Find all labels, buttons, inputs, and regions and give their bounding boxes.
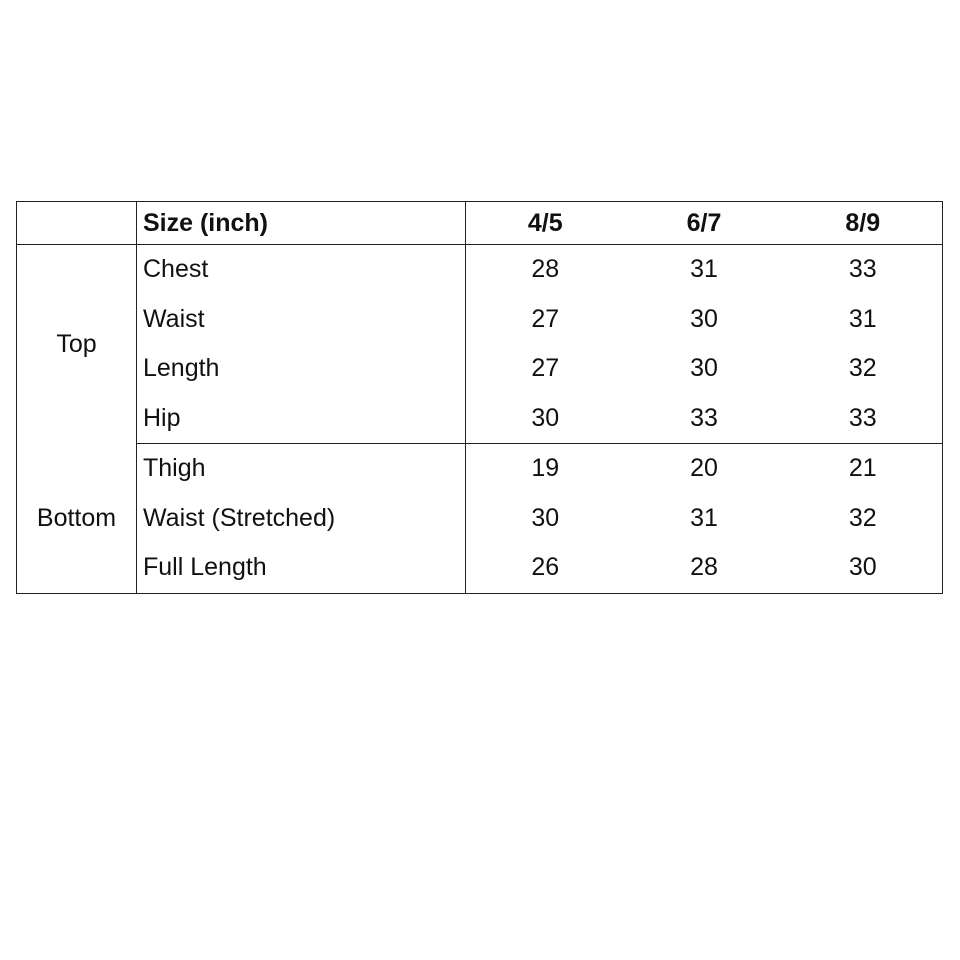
row-value: 30 bbox=[466, 394, 625, 444]
header-size-4-5: 4/5 bbox=[466, 202, 625, 245]
row-value: 31 bbox=[848, 304, 877, 333]
row-value: 32 bbox=[848, 354, 877, 382]
row-value: 32 bbox=[848, 503, 877, 532]
row-value: 28 bbox=[466, 245, 625, 295]
row-value: 26 bbox=[466, 543, 625, 593]
row-value: 30 bbox=[690, 304, 718, 333]
row-label: Waist (Stretched) bbox=[137, 494, 466, 544]
row-value: 30 bbox=[466, 494, 625, 544]
row-value: 28 bbox=[690, 553, 718, 581]
row-value: 21 bbox=[848, 454, 877, 482]
row-value: 27 bbox=[466, 344, 625, 394]
table-row bbox=[17, 543, 943, 593]
row-value: 19 bbox=[466, 444, 625, 494]
header-size-6-7: 6/7 bbox=[625, 202, 784, 245]
header-row bbox=[17, 202, 943, 245]
group-label-bottom: Bottom bbox=[36, 504, 117, 532]
table-row bbox=[17, 344, 943, 394]
table-row bbox=[17, 245, 943, 295]
row-value: 20 bbox=[690, 454, 718, 482]
row-label: Hip bbox=[137, 394, 466, 444]
row-label: Thigh bbox=[137, 444, 466, 494]
table-row bbox=[17, 494, 943, 544]
row-value: 27 bbox=[466, 295, 625, 345]
row-value: 33 bbox=[784, 394, 943, 444]
row-label: Length bbox=[137, 344, 466, 394]
table-row bbox=[17, 394, 943, 444]
row-value: 30 bbox=[848, 553, 877, 581]
group-label-top: Top bbox=[56, 330, 97, 359]
table-row bbox=[17, 295, 943, 345]
size-chart-table bbox=[16, 201, 943, 594]
header-corner-cell bbox=[17, 202, 137, 245]
row-value: 31 bbox=[690, 503, 718, 532]
row-value: 33 bbox=[848, 255, 877, 283]
table-row bbox=[17, 444, 943, 494]
row-value: 31 bbox=[690, 255, 718, 283]
header-size-8-9: 8/9 bbox=[784, 202, 943, 245]
row-value: 30 bbox=[690, 354, 718, 382]
row-label: Full Length bbox=[137, 543, 466, 593]
row-label: Chest bbox=[137, 245, 466, 295]
header-size-label: Size (inch) bbox=[137, 202, 466, 245]
row-label: Waist bbox=[137, 295, 466, 345]
row-value: 33 bbox=[625, 394, 784, 444]
